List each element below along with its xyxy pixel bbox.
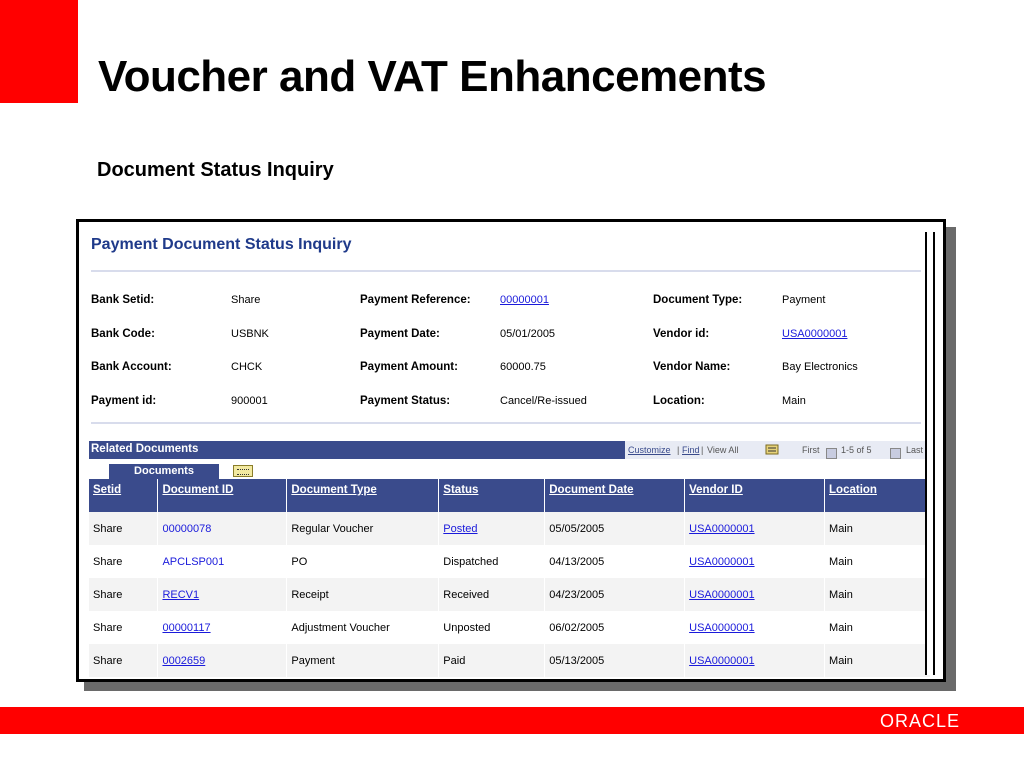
payment-amount-value: 60000.75 bbox=[500, 361, 546, 373]
show-all-columns-icon[interactable] bbox=[233, 465, 253, 477]
setid-cell: Share bbox=[89, 578, 158, 611]
payment-reference-label: Payment Reference: bbox=[360, 294, 471, 306]
slide-title: Voucher and VAT Enhancements bbox=[98, 52, 767, 101]
customize-link[interactable]: Customize bbox=[628, 445, 671, 455]
location-cell: Main bbox=[825, 644, 931, 677]
location-cell: Main bbox=[825, 545, 931, 578]
vendor-id-link[interactable]: USA0000001 bbox=[685, 644, 825, 677]
payment-date-value: 05/01/2005 bbox=[500, 328, 556, 340]
setid-cell: Share bbox=[89, 611, 158, 644]
table-header-row bbox=[89, 479, 931, 512]
status-cell: Dispatched bbox=[439, 545, 545, 578]
title-divider bbox=[91, 270, 921, 272]
location-cell: Main bbox=[825, 578, 931, 611]
document-type-cell: PO bbox=[287, 545, 439, 578]
document-date-cell: 06/02/2005 bbox=[545, 611, 685, 644]
bank-code-label: Bank Code: bbox=[91, 328, 155, 340]
last-link[interactable]: Last bbox=[906, 445, 924, 455]
setid-cell: Share bbox=[89, 512, 158, 545]
table-row bbox=[89, 512, 931, 545]
document-type-value: Payment bbox=[782, 294, 826, 306]
tab-row bbox=[89, 460, 931, 479]
payment-status-value: Cancel/Re-issued bbox=[500, 395, 587, 407]
column-header-vendor-id[interactable]: Vendor ID bbox=[685, 479, 825, 512]
vendor-id-link[interactable]: USA0000001 bbox=[685, 578, 825, 611]
document-type-cell: Receipt bbox=[287, 578, 439, 611]
payment-status-label: Payment Status: bbox=[360, 395, 451, 407]
location-cell: Main bbox=[825, 611, 931, 644]
oracle-logo: ORACLE bbox=[879, 711, 960, 731]
row-range: 1-5 of 5 bbox=[841, 445, 872, 455]
section-divider bbox=[91, 422, 921, 424]
location-label: Location: bbox=[653, 395, 705, 407]
slide-subtitle: Document Status Inquiry bbox=[97, 159, 334, 181]
table-row bbox=[89, 644, 931, 677]
vendor-id-link[interactable]: USA0000001 bbox=[782, 328, 848, 340]
document-id-link[interactable]: RECV1 bbox=[158, 578, 287, 611]
payment-id-value: 900001 bbox=[231, 395, 268, 407]
document-id-link[interactable]: 00000117 bbox=[158, 611, 287, 644]
document-date-cell: 05/13/2005 bbox=[545, 644, 685, 677]
bank-code-value: USBNK bbox=[231, 328, 269, 340]
vendor-name-value: Bay Electronics bbox=[782, 361, 858, 373]
column-header-location[interactable]: Location bbox=[825, 479, 931, 512]
inquiry-page bbox=[79, 222, 943, 679]
column-header-document-type[interactable]: Document Type bbox=[287, 479, 439, 512]
bank-account-label: Bank Account: bbox=[91, 361, 172, 373]
vendor-id-link[interactable]: USA0000001 bbox=[685, 545, 825, 578]
vendor-id-link[interactable]: USA0000001 bbox=[685, 512, 825, 545]
scrollbar[interactable] bbox=[925, 232, 935, 675]
document-id-link[interactable]: 00000078 bbox=[158, 512, 287, 545]
footer-bar bbox=[0, 707, 1024, 734]
status-cell: Unposted bbox=[439, 611, 545, 644]
status-cell: Paid bbox=[439, 644, 545, 677]
document-date-cell: 05/05/2005 bbox=[545, 512, 685, 545]
payment-date-label: Payment Date: bbox=[360, 328, 440, 340]
bank-account-value: CHCK bbox=[231, 361, 263, 373]
location-value: Main bbox=[782, 395, 806, 407]
column-header-setid[interactable]: Setid bbox=[89, 479, 158, 512]
document-type-cell: Regular Voucher bbox=[287, 512, 439, 545]
setid-cell: Share bbox=[89, 644, 158, 677]
payment-amount-label: Payment Amount: bbox=[360, 361, 458, 373]
document-type-label: Document Type: bbox=[653, 294, 743, 306]
column-header-status[interactable]: Status bbox=[439, 479, 545, 512]
find-link[interactable]: Find bbox=[682, 445, 700, 455]
download-grid-icon[interactable] bbox=[765, 443, 779, 457]
column-header-document-id[interactable]: Document ID bbox=[158, 479, 287, 512]
vendor-id-label: Vendor id: bbox=[653, 328, 710, 340]
document-type-cell: Payment bbox=[287, 644, 439, 677]
column-header-document-date[interactable]: Document Date bbox=[545, 479, 685, 512]
payment-reference-link[interactable]: 00000001 bbox=[500, 294, 549, 306]
bank-setid-value: Share bbox=[231, 294, 261, 306]
table-row bbox=[89, 545, 931, 578]
status-link[interactable]: Posted bbox=[439, 512, 545, 545]
location-cell: Main bbox=[825, 512, 931, 545]
document-type-cell: Adjustment Voucher bbox=[287, 611, 439, 644]
vendor-name-label: Vendor Name: bbox=[653, 361, 731, 373]
payment-id-label: Payment id: bbox=[91, 395, 157, 407]
tab-documents[interactable]: Documents bbox=[109, 464, 219, 479]
table-row bbox=[89, 611, 931, 644]
page-title: Payment Document Status Inquiry bbox=[91, 236, 352, 253]
grid-navigation: Customize | Find | View All First 1-5 of 5 Last bbox=[625, 441, 931, 459]
document-id-link[interactable]: 0002659 bbox=[158, 644, 287, 677]
table-row bbox=[89, 578, 931, 611]
view-all-link[interactable]: View All bbox=[707, 445, 739, 455]
vendor-id-link[interactable]: USA0000001 bbox=[685, 611, 825, 644]
document-date-cell: 04/23/2005 bbox=[545, 578, 685, 611]
related-documents-header bbox=[89, 441, 931, 459]
first-link[interactable]: First bbox=[802, 445, 820, 455]
red-accent-block bbox=[0, 0, 78, 103]
setid-cell: Share bbox=[89, 545, 158, 578]
document-date-cell: 04/13/2005 bbox=[545, 545, 685, 578]
screenshot-frame bbox=[76, 219, 946, 682]
document-id-link[interactable]: APCLSP001 bbox=[158, 545, 287, 578]
related-documents-table bbox=[89, 479, 931, 677]
related-documents-title: Related Documents bbox=[91, 443, 199, 455]
bank-setid-label: Bank Setid: bbox=[91, 294, 155, 306]
status-cell: Received bbox=[439, 578, 545, 611]
